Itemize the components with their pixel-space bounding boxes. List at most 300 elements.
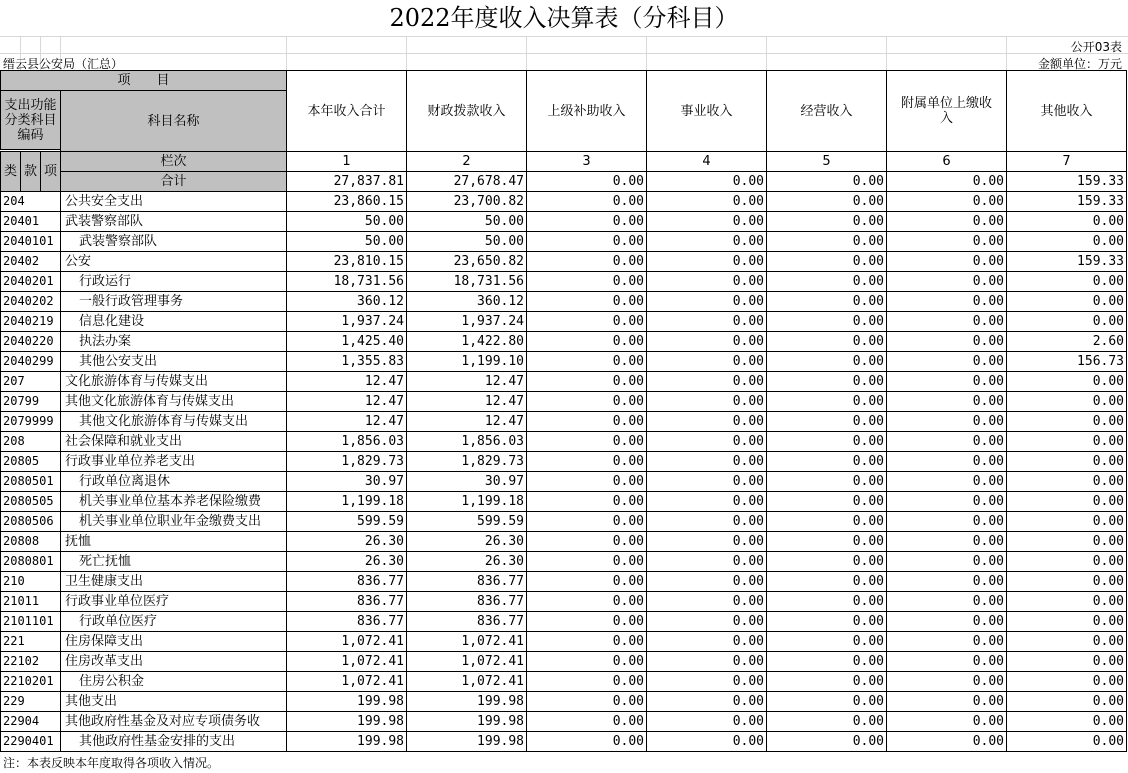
amount-cell: 0.00 bbox=[767, 292, 887, 312]
amount-cell: 0.00 bbox=[1007, 432, 1127, 452]
amount-cell: 0.00 bbox=[767, 452, 887, 472]
amount-cell: 0.00 bbox=[647, 612, 767, 632]
amount-cell: 0.00 bbox=[647, 372, 767, 392]
table-row bbox=[1, 672, 1127, 692]
amount-cell: 0.00 bbox=[527, 292, 647, 312]
amount-cell: 0.00 bbox=[767, 312, 887, 332]
amount-cell: 0.00 bbox=[887, 292, 1007, 312]
subject-name: 一般行政管理事务 bbox=[61, 292, 287, 312]
amount-cell: 0.00 bbox=[527, 312, 647, 332]
amount-cell: 0.00 bbox=[527, 252, 647, 272]
amount-cell: 0.00 bbox=[647, 512, 767, 532]
amount-cell: 0.00 bbox=[527, 412, 647, 432]
amount-cell: 836.77 bbox=[407, 572, 527, 592]
amount-cell: 1,199.10 bbox=[407, 352, 527, 372]
subject-name: 其他文化旅游体育与传媒支出 bbox=[61, 412, 287, 432]
subject-name: 住房公积金 bbox=[61, 672, 287, 692]
amount-cell: 0.00 bbox=[527, 352, 647, 372]
table-row bbox=[1, 552, 1127, 572]
amount-cell: 0.00 bbox=[887, 632, 1007, 652]
amount-cell: 0.00 bbox=[1007, 672, 1127, 692]
subject-code: 208 bbox=[1, 432, 61, 452]
subject-name: 行政单位离退休 bbox=[61, 472, 287, 492]
table-row bbox=[1, 632, 1127, 652]
amount-cell: 23,810.15 bbox=[287, 252, 407, 272]
amount-cell: 0.00 bbox=[887, 592, 1007, 612]
amount-cell: 0.00 bbox=[767, 432, 887, 452]
amount-cell: 0.00 bbox=[767, 532, 887, 552]
amount-cell: 0.00 bbox=[767, 652, 887, 672]
table-row bbox=[1, 392, 1127, 412]
amount-cell: 0.00 bbox=[767, 692, 887, 712]
subject-code: 210 bbox=[1, 572, 61, 592]
subject-code: 2040202 bbox=[1, 292, 61, 312]
subject-code: 2080505 bbox=[1, 492, 61, 512]
amount-cell: 26.30 bbox=[407, 552, 527, 572]
amount-cell: 0.00 bbox=[1007, 372, 1127, 392]
amount-cell: 50.00 bbox=[287, 232, 407, 252]
total-value: 0.00 bbox=[887, 172, 1007, 192]
table-row bbox=[1, 292, 1127, 312]
header-lanci: 栏次 bbox=[61, 152, 287, 172]
amount-cell: 836.77 bbox=[287, 592, 407, 612]
amount-cell: 0.00 bbox=[1007, 692, 1127, 712]
subject-code: 2040299 bbox=[1, 352, 61, 372]
amount-cell: 0.00 bbox=[887, 432, 1007, 452]
amount-cell: 12.47 bbox=[407, 412, 527, 432]
col-number-7: 7 bbox=[1007, 152, 1127, 172]
table-row bbox=[1, 412, 1127, 432]
footnote: 注：本表反映本年度取得各项收入情况。 bbox=[3, 756, 220, 770]
amount-cell: 199.98 bbox=[407, 712, 527, 732]
amount-cell: 0.00 bbox=[887, 572, 1007, 592]
amount-cell: 0.00 bbox=[1007, 492, 1127, 512]
amount-cell: 0.00 bbox=[767, 732, 887, 752]
header-lei: 类 bbox=[1, 152, 21, 192]
amount-cell: 12.47 bbox=[287, 372, 407, 392]
amount-cell: 12.47 bbox=[287, 392, 407, 412]
subject-name: 公共安全支出 bbox=[61, 192, 287, 212]
amount-cell: 50.00 bbox=[287, 212, 407, 232]
amount-cell: 0.00 bbox=[527, 452, 647, 472]
table-row bbox=[1, 612, 1127, 632]
amount-cell: 0.00 bbox=[887, 552, 1007, 572]
header-col-5: 经营收入 bbox=[767, 71, 887, 152]
subject-code: 2079999 bbox=[1, 412, 61, 432]
amount-cell: 0.00 bbox=[527, 692, 647, 712]
table-row bbox=[1, 252, 1127, 272]
amount-cell: 0.00 bbox=[647, 492, 767, 512]
subject-name: 行政运行 bbox=[61, 272, 287, 292]
amount-cell: 0.00 bbox=[767, 392, 887, 412]
amount-cell: 30.97 bbox=[407, 472, 527, 492]
table-row bbox=[1, 212, 1127, 232]
subject-name: 武装警察部队 bbox=[61, 232, 287, 252]
subject-code: 20401 bbox=[1, 212, 61, 232]
amount-cell: 199.98 bbox=[287, 692, 407, 712]
amount-cell: 1,829.73 bbox=[287, 452, 407, 472]
amount-cell: 1,937.24 bbox=[407, 312, 527, 332]
subject-code: 221 bbox=[1, 632, 61, 652]
subject-name: 行政事业单位养老支出 bbox=[61, 452, 287, 472]
header-item: 项 目 bbox=[1, 71, 287, 91]
amount-cell: 0.00 bbox=[767, 352, 887, 372]
organization-name: 缙云县公安局（汇总） bbox=[3, 57, 124, 71]
amount-cell: 0.00 bbox=[527, 332, 647, 352]
amount-cell: 199.98 bbox=[287, 732, 407, 752]
amount-cell: 1,199.18 bbox=[287, 492, 407, 512]
table-row bbox=[1, 532, 1127, 552]
amount-cell: 360.12 bbox=[287, 292, 407, 312]
amount-cell: 0.00 bbox=[887, 192, 1007, 212]
table-row bbox=[1, 512, 1127, 532]
table-row bbox=[1, 572, 1127, 592]
amount-cell: 0.00 bbox=[527, 392, 647, 412]
amount-cell: 0.00 bbox=[647, 232, 767, 252]
table-row bbox=[1, 472, 1127, 492]
amount-cell: 1,072.41 bbox=[287, 652, 407, 672]
amount-cell: 1,199.18 bbox=[407, 492, 527, 512]
amount-cell: 0.00 bbox=[887, 732, 1007, 752]
amount-cell: 0.00 bbox=[527, 372, 647, 392]
amount-cell: 12.47 bbox=[287, 412, 407, 432]
amount-unit: 金额单位：万元 bbox=[1037, 57, 1122, 71]
table-row bbox=[1, 192, 1127, 212]
amount-cell: 0.00 bbox=[767, 232, 887, 252]
amount-cell: 0.00 bbox=[1007, 212, 1127, 232]
amount-cell: 0.00 bbox=[527, 572, 647, 592]
amount-cell: 159.33 bbox=[1007, 192, 1127, 212]
table-row bbox=[1, 352, 1127, 372]
amount-cell: 30.97 bbox=[287, 472, 407, 492]
amount-cell: 1,829.73 bbox=[407, 452, 527, 472]
amount-cell: 0.00 bbox=[887, 452, 1007, 472]
amount-cell: 0.00 bbox=[1007, 512, 1127, 532]
amount-cell: 0.00 bbox=[767, 472, 887, 492]
header-func-code: 支出功能分类科目编码 bbox=[1, 91, 61, 150]
amount-cell: 0.00 bbox=[767, 272, 887, 292]
amount-cell: 0.00 bbox=[1007, 292, 1127, 312]
subject-name: 住房改革支出 bbox=[61, 652, 287, 672]
subject-name: 武装警察部队 bbox=[61, 212, 287, 232]
amount-cell: 0.00 bbox=[527, 612, 647, 632]
amount-cell: 0.00 bbox=[887, 612, 1007, 632]
amount-cell: 0.00 bbox=[527, 652, 647, 672]
amount-cell: 0.00 bbox=[767, 712, 887, 732]
amount-cell: 50.00 bbox=[407, 232, 527, 252]
amount-cell: 1,072.41 bbox=[287, 632, 407, 652]
amount-cell: 0.00 bbox=[527, 432, 647, 452]
subject-name: 行政事业单位医疗 bbox=[61, 592, 287, 612]
amount-cell: 0.00 bbox=[647, 452, 767, 472]
total-value: 0.00 bbox=[767, 172, 887, 192]
header-subject-name: 科目名称 bbox=[61, 91, 287, 152]
amount-cell: 0.00 bbox=[647, 532, 767, 552]
subject-code: 20402 bbox=[1, 252, 61, 272]
header-col-4: 事业收入 bbox=[647, 71, 767, 152]
amount-cell: 1,072.41 bbox=[287, 672, 407, 692]
amount-cell: 12.47 bbox=[407, 372, 527, 392]
subject-code: 229 bbox=[1, 692, 61, 712]
amount-cell: 836.77 bbox=[407, 612, 527, 632]
subject-code: 22102 bbox=[1, 652, 61, 672]
subject-name: 文化旅游体育与传媒支出 bbox=[61, 372, 287, 392]
amount-cell: 0.00 bbox=[647, 252, 767, 272]
table-row bbox=[1, 652, 1127, 672]
amount-cell: 0.00 bbox=[887, 652, 1007, 672]
subject-code: 2040219 bbox=[1, 312, 61, 332]
amount-cell: 0.00 bbox=[527, 732, 647, 752]
amount-cell: 23,650.82 bbox=[407, 252, 527, 272]
amount-cell: 18,731.56 bbox=[407, 272, 527, 292]
subject-code: 2040201 bbox=[1, 272, 61, 292]
amount-cell: 0.00 bbox=[887, 512, 1007, 532]
revenue-table bbox=[0, 70, 1127, 752]
amount-cell: 0.00 bbox=[527, 212, 647, 232]
amount-cell: 0.00 bbox=[527, 192, 647, 212]
col-number-1: 1 bbox=[287, 152, 407, 172]
amount-cell: 0.00 bbox=[887, 372, 1007, 392]
subject-name: 抚恤 bbox=[61, 532, 287, 552]
total-value: 27,837.81 bbox=[287, 172, 407, 192]
amount-cell: 18,731.56 bbox=[287, 272, 407, 292]
subject-name: 其他文化旅游体育与传媒支出 bbox=[61, 392, 287, 412]
amount-cell: 0.00 bbox=[887, 352, 1007, 372]
amount-cell: 0.00 bbox=[767, 632, 887, 652]
amount-cell: 0.00 bbox=[887, 392, 1007, 412]
amount-cell: 0.00 bbox=[887, 692, 1007, 712]
table-row bbox=[1, 272, 1127, 292]
amount-cell: 0.00 bbox=[767, 672, 887, 692]
amount-cell: 0.00 bbox=[887, 332, 1007, 352]
amount-cell: 0.00 bbox=[1007, 652, 1127, 672]
amount-cell: 599.59 bbox=[407, 512, 527, 532]
amount-cell: 12.47 bbox=[407, 392, 527, 412]
amount-cell: 0.00 bbox=[527, 232, 647, 252]
subject-code: 20799 bbox=[1, 392, 61, 412]
col-number-2: 2 bbox=[407, 152, 527, 172]
amount-cell: 0.00 bbox=[647, 392, 767, 412]
amount-cell: 0.00 bbox=[647, 732, 767, 752]
subject-code: 2101101 bbox=[1, 612, 61, 632]
table-body bbox=[1, 152, 1127, 752]
subject-code: 2040220 bbox=[1, 332, 61, 352]
amount-cell: 0.00 bbox=[1007, 612, 1127, 632]
table-row bbox=[1, 692, 1127, 712]
amount-cell: 0.00 bbox=[647, 432, 767, 452]
amount-cell: 1,856.03 bbox=[407, 432, 527, 452]
amount-cell: 26.30 bbox=[407, 532, 527, 552]
col-number-5: 5 bbox=[767, 152, 887, 172]
subject-name: 其他支出 bbox=[61, 692, 287, 712]
amount-cell: 0.00 bbox=[647, 712, 767, 732]
table-row bbox=[1, 712, 1127, 732]
amount-cell: 0.00 bbox=[767, 552, 887, 572]
amount-cell: 0.00 bbox=[527, 512, 647, 532]
subject-code: 2210201 bbox=[1, 672, 61, 692]
subject-name: 执法办案 bbox=[61, 332, 287, 352]
amount-cell: 26.30 bbox=[287, 532, 407, 552]
amount-cell: 836.77 bbox=[287, 612, 407, 632]
subject-code: 20808 bbox=[1, 532, 61, 552]
amount-cell: 23,860.15 bbox=[287, 192, 407, 212]
subject-name: 机关事业单位基本养老保险缴费 bbox=[61, 492, 287, 512]
amount-cell: 0.00 bbox=[527, 592, 647, 612]
amount-cell: 0.00 bbox=[887, 712, 1007, 732]
subject-code: 2040101 bbox=[1, 232, 61, 252]
amount-cell: 0.00 bbox=[527, 632, 647, 652]
amount-cell: 0.00 bbox=[887, 532, 1007, 552]
subject-name: 卫生健康支出 bbox=[61, 572, 287, 592]
header-col-3: 上级补助收入 bbox=[527, 71, 647, 152]
total-value: 159.33 bbox=[1007, 172, 1127, 192]
amount-cell: 0.00 bbox=[887, 472, 1007, 492]
amount-cell: 0.00 bbox=[887, 212, 1007, 232]
total-value: 27,678.47 bbox=[407, 172, 527, 192]
table-row bbox=[1, 312, 1127, 332]
col-number-3: 3 bbox=[527, 152, 647, 172]
amount-cell: 0.00 bbox=[1007, 712, 1127, 732]
subject-name: 住房保障支出 bbox=[61, 632, 287, 652]
amount-cell: 0.00 bbox=[1007, 312, 1127, 332]
amount-cell: 0.00 bbox=[767, 252, 887, 272]
amount-cell: 0.00 bbox=[887, 252, 1007, 272]
amount-cell: 0.00 bbox=[647, 592, 767, 612]
subject-name: 社会保障和就业支出 bbox=[61, 432, 287, 452]
subject-code: 2290401 bbox=[1, 732, 61, 752]
subject-name: 信息化建设 bbox=[61, 312, 287, 332]
amount-cell: 0.00 bbox=[767, 192, 887, 212]
subject-name: 机关事业单位职业年金缴费支出 bbox=[61, 512, 287, 532]
amount-cell: 0.00 bbox=[1007, 592, 1127, 612]
subject-code: 20805 bbox=[1, 452, 61, 472]
amount-cell: 0.00 bbox=[767, 412, 887, 432]
amount-cell: 0.00 bbox=[767, 372, 887, 392]
table-row bbox=[1, 432, 1127, 452]
table-row bbox=[1, 232, 1127, 252]
amount-cell: 0.00 bbox=[1007, 232, 1127, 252]
amount-cell: 1,937.24 bbox=[287, 312, 407, 332]
amount-cell: 159.33 bbox=[1007, 252, 1127, 272]
table-code: 公开03表 bbox=[1070, 40, 1122, 54]
amount-cell: 0.00 bbox=[887, 272, 1007, 292]
amount-cell: 1,355.83 bbox=[287, 352, 407, 372]
table-row bbox=[1, 372, 1127, 392]
subject-name: 行政单位医疗 bbox=[61, 612, 287, 632]
total-label: 合计 bbox=[61, 172, 287, 192]
amount-cell: 0.00 bbox=[767, 332, 887, 352]
amount-cell: 0.00 bbox=[767, 492, 887, 512]
org-unit-row bbox=[0, 54, 1128, 70]
amount-cell: 0.00 bbox=[647, 652, 767, 672]
col-number-4: 4 bbox=[647, 152, 767, 172]
amount-cell: 2.60 bbox=[1007, 332, 1127, 352]
amount-cell: 26.30 bbox=[287, 552, 407, 572]
amount-cell: 360.12 bbox=[407, 292, 527, 312]
subject-code: 2080506 bbox=[1, 512, 61, 532]
amount-cell: 0.00 bbox=[887, 412, 1007, 432]
amount-cell: 0.00 bbox=[1007, 552, 1127, 572]
amount-cell: 50.00 bbox=[407, 212, 527, 232]
amount-cell: 0.00 bbox=[1007, 632, 1127, 652]
subject-name: 其他政府性基金及对应专项债务收 bbox=[61, 712, 287, 732]
subject-name: 死亡抚恤 bbox=[61, 552, 287, 572]
header-xiang: 项 bbox=[41, 152, 61, 192]
amount-cell: 0.00 bbox=[527, 532, 647, 552]
amount-cell: 0.00 bbox=[767, 572, 887, 592]
table-row bbox=[1, 452, 1127, 472]
page-title: 2022年度收入决算表（分科目） bbox=[389, 4, 739, 32]
amount-cell: 0.00 bbox=[1007, 732, 1127, 752]
amount-cell: 0.00 bbox=[647, 472, 767, 492]
amount-cell: 1,072.41 bbox=[407, 652, 527, 672]
header-kuan: 款 bbox=[21, 152, 41, 192]
header-col-6: 附属单位上缴收入 bbox=[887, 71, 1007, 152]
header-col-1: 本年收入合计 bbox=[287, 71, 407, 152]
subject-code: 204 bbox=[1, 192, 61, 212]
amount-cell: 0.00 bbox=[887, 672, 1007, 692]
amount-cell: 1,072.41 bbox=[407, 672, 527, 692]
amount-cell: 0.00 bbox=[647, 412, 767, 432]
amount-cell: 0.00 bbox=[1007, 532, 1127, 552]
amount-cell: 0.00 bbox=[647, 572, 767, 592]
amount-cell: 1,425.40 bbox=[287, 332, 407, 352]
amount-cell: 0.00 bbox=[647, 292, 767, 312]
amount-cell: 199.98 bbox=[407, 692, 527, 712]
amount-cell: 0.00 bbox=[1007, 272, 1127, 292]
amount-cell: 0.00 bbox=[1007, 392, 1127, 412]
amount-cell: 0.00 bbox=[767, 592, 887, 612]
amount-cell: 0.00 bbox=[647, 552, 767, 572]
subject-code: 2080501 bbox=[1, 472, 61, 492]
amount-cell: 0.00 bbox=[647, 672, 767, 692]
amount-cell: 0.00 bbox=[767, 212, 887, 232]
amount-cell: 836.77 bbox=[407, 592, 527, 612]
total-value: 0.00 bbox=[527, 172, 647, 192]
amount-cell: 0.00 bbox=[1007, 472, 1127, 492]
amount-cell: 0.00 bbox=[767, 612, 887, 632]
table-row bbox=[1, 592, 1127, 612]
subject-code: 22904 bbox=[1, 712, 61, 732]
amount-cell: 0.00 bbox=[1007, 412, 1127, 432]
amount-cell: 0.00 bbox=[647, 332, 767, 352]
subject-name: 公安 bbox=[61, 252, 287, 272]
header-col-2: 财政拨款收入 bbox=[407, 71, 527, 152]
amount-cell: 23,700.82 bbox=[407, 192, 527, 212]
amount-cell: 0.00 bbox=[527, 472, 647, 492]
amount-cell: 1,072.41 bbox=[407, 632, 527, 652]
amount-cell: 0.00 bbox=[767, 512, 887, 532]
subject-code: 2080801 bbox=[1, 552, 61, 572]
subject-code: 207 bbox=[1, 372, 61, 392]
subject-code: 21011 bbox=[1, 592, 61, 612]
amount-cell: 156.73 bbox=[1007, 352, 1127, 372]
amount-cell: 0.00 bbox=[887, 232, 1007, 252]
amount-cell: 0.00 bbox=[647, 632, 767, 652]
amount-cell: 0.00 bbox=[527, 272, 647, 292]
amount-cell: 599.59 bbox=[287, 512, 407, 532]
amount-cell: 836.77 bbox=[287, 572, 407, 592]
amount-cell: 199.98 bbox=[407, 732, 527, 752]
amount-cell: 0.00 bbox=[887, 312, 1007, 332]
table-row bbox=[1, 492, 1127, 512]
amount-cell: 0.00 bbox=[647, 692, 767, 712]
amount-cell: 0.00 bbox=[527, 552, 647, 572]
amount-cell: 1,856.03 bbox=[287, 432, 407, 452]
table-row bbox=[1, 332, 1127, 352]
amount-cell: 0.00 bbox=[887, 492, 1007, 512]
amount-cell: 0.00 bbox=[647, 192, 767, 212]
